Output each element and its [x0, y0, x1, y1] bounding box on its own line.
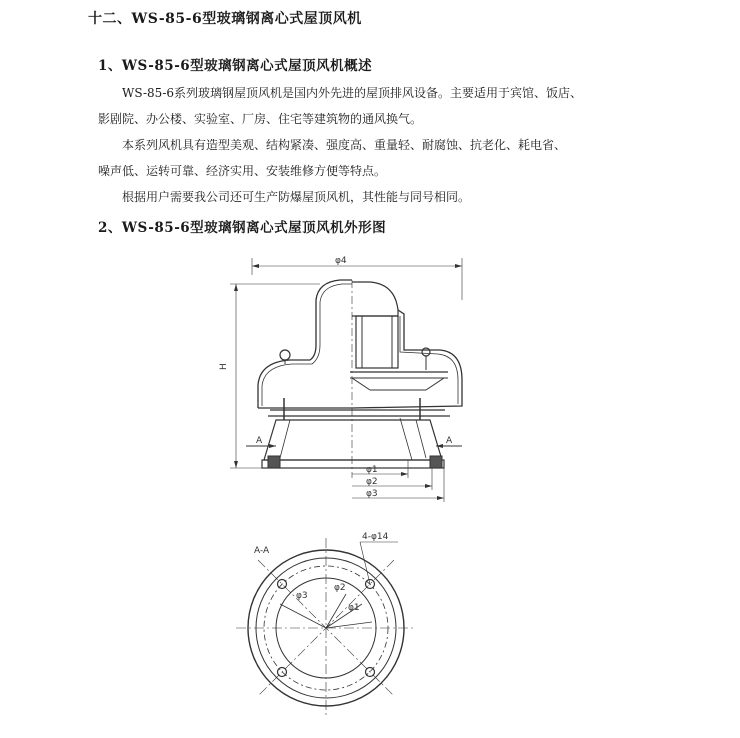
figure-heading: 2、WS-85-6型玻璃钢离心式屋顶风机外形图 — [98, 220, 387, 236]
overview-heading: 1、WS-85-6型玻璃钢离心式屋顶风机概述 — [98, 58, 373, 74]
dim-phi4-label: φ4 — [335, 256, 347, 266]
circle-phi3-label: φ3 — [296, 591, 308, 601]
paragraph-2-line-1: 本系列风机具有造型美观、结构紧凑、强度高、重量轻、耐腐蚀、抗老化、耗电省、 — [122, 138, 567, 152]
paragraph-1-line-1: WS-85-6系列玻璃钢屋顶风机是国内外先进的屋顶排风设备。主要适用于宾馆、饭店、 — [122, 86, 583, 100]
dim-phi2-label: φ2 — [366, 477, 378, 487]
dim-phi3-label: φ3 — [366, 489, 378, 499]
circle-phi1-label: φ1 — [348, 603, 360, 613]
paragraph-3: 根据用户需要我公司还可生产防爆屋顶风机，其性能与同号相同。 — [122, 190, 471, 204]
dim-phi1-label: φ1 — [366, 465, 378, 475]
circle-phi2-label: φ2 — [334, 583, 346, 593]
paragraph-2-line-2: 噪声低、运转可靠、经济实用、安装维修方便等特点。 — [98, 164, 387, 178]
section-mark-right: A — [446, 436, 453, 446]
section-aa-label: A-A — [254, 546, 270, 556]
section-mark-left: A — [256, 436, 263, 446]
section-title: 十二、WS-85-6型玻璃钢离心式屋顶风机 — [88, 11, 362, 27]
dim-height-label: H — [219, 363, 229, 370]
holes-label: 4-φ14 — [362, 532, 389, 542]
paragraph-1-line-2: 影剧院、办公楼、实验室、厂房、住宅等建筑物的通风换气。 — [98, 112, 423, 126]
